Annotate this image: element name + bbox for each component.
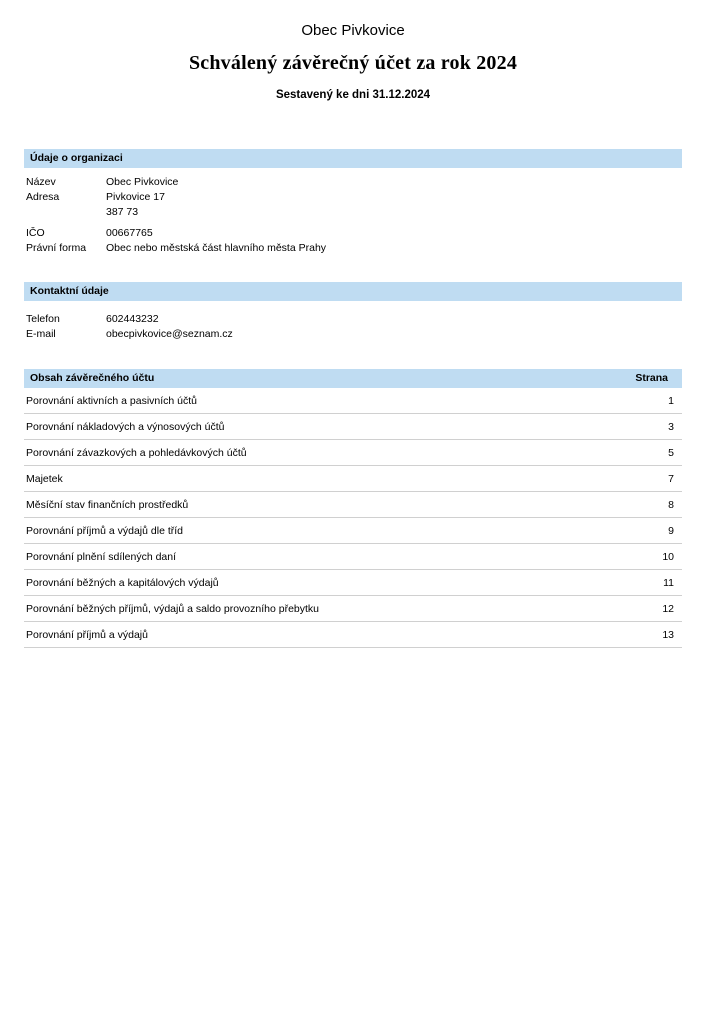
field-value: 00667765 bbox=[106, 227, 153, 239]
contact-details-table bbox=[24, 307, 682, 342]
list-item[interactable] bbox=[24, 414, 682, 440]
organization-section-header bbox=[24, 149, 682, 168]
table-row bbox=[24, 189, 682, 204]
document-subtitle: Sestavený ke dni 31.12.2024 bbox=[275, 89, 431, 101]
field-value: Obec Pivkovice bbox=[106, 175, 179, 188]
field-label: IČO bbox=[26, 227, 45, 239]
toc-table bbox=[24, 388, 682, 648]
toc-section-title: Obsah závěrečného účtu bbox=[30, 372, 155, 384]
list-item[interactable] bbox=[24, 466, 682, 492]
toc-section-header bbox=[24, 369, 682, 388]
table-row bbox=[24, 326, 682, 341]
list-item[interactable] bbox=[24, 596, 682, 622]
field-value: 602443232 bbox=[106, 312, 159, 325]
toc-page-column-header: Strana bbox=[635, 372, 668, 384]
toc-entry-label: Porovnání plnění sdílených daní bbox=[24, 544, 612, 570]
toc-entry-label: Majetek bbox=[24, 466, 612, 492]
toc-entry-page: 11 bbox=[612, 570, 682, 596]
field-value-line2: 387 73 bbox=[106, 205, 139, 218]
toc-entry-page: 8 bbox=[612, 492, 682, 518]
list-item[interactable] bbox=[24, 492, 682, 518]
field-value: obecpivkovice@seznam.cz bbox=[106, 327, 233, 340]
organization-section bbox=[24, 149, 682, 256]
toc-entry-label: Porovnání běžných příjmů, výdajů a saldo provozního přebytku bbox=[24, 596, 612, 622]
table-row bbox=[24, 204, 682, 219]
toc-entry-label: Porovnání příjmů a výdajů bbox=[24, 622, 612, 648]
contact-section bbox=[24, 282, 682, 342]
list-item[interactable] bbox=[24, 622, 682, 648]
toc-entry-page: 9 bbox=[612, 518, 682, 544]
toc-entry-page: 3 bbox=[612, 414, 682, 440]
table-row bbox=[24, 241, 682, 256]
contact-section-title: Kontaktní údaje bbox=[30, 284, 109, 297]
contact-section-header bbox=[24, 282, 682, 301]
table-row bbox=[24, 307, 682, 327]
toc-entry-label: Měsíční stav finančních prostředků bbox=[24, 492, 612, 518]
organization-name: Obec Pivkovice bbox=[301, 22, 405, 39]
field-label-empty bbox=[24, 204, 106, 219]
toc-entry-page: 7 bbox=[612, 466, 682, 492]
list-item[interactable] bbox=[24, 570, 682, 596]
organization-section-title: Údaje o organizaci bbox=[30, 152, 123, 164]
organization-details-table bbox=[24, 174, 682, 256]
toc-entry-label: Porovnání příjmů a výdajů dle tříd bbox=[24, 518, 612, 544]
field-label: Právní forma bbox=[26, 242, 87, 254]
toc-entry-page: 10 bbox=[612, 544, 682, 570]
toc-entry-page: 1 bbox=[612, 388, 682, 414]
field-label: Telefon bbox=[26, 312, 60, 325]
field-label: E-mail bbox=[26, 327, 56, 340]
toc-entry-page: 5 bbox=[612, 440, 682, 466]
list-item[interactable] bbox=[24, 388, 682, 414]
table-of-contents-section bbox=[24, 369, 682, 648]
document-title: Schválený závěrečný účet za rok 2024 bbox=[188, 52, 518, 74]
toc-entry-label: Porovnání závazkových a pohledávkových účtů bbox=[24, 440, 612, 466]
toc-entry-page: 12 bbox=[612, 596, 682, 622]
field-label: Název bbox=[26, 175, 56, 188]
list-item[interactable] bbox=[24, 518, 682, 544]
field-value: Obec nebo městská část hlavního města Prahy bbox=[106, 242, 327, 254]
field-value: Pivkovice 17 bbox=[106, 190, 165, 203]
list-item[interactable] bbox=[24, 440, 682, 466]
list-item[interactable] bbox=[24, 544, 682, 570]
table-row bbox=[24, 174, 682, 189]
toc-entry-page: 13 bbox=[612, 622, 682, 648]
toc-entry-label: Porovnání nákladových a výnosových účtů bbox=[24, 414, 612, 440]
document-page bbox=[0, 22, 706, 1022]
toc-entry-label: Porovnání běžných a kapitálových výdajů bbox=[24, 570, 612, 596]
table-row bbox=[24, 219, 682, 241]
toc-entry-label: Porovnání aktivních a pasivních účtů bbox=[24, 388, 612, 414]
field-label: Adresa bbox=[26, 190, 60, 203]
